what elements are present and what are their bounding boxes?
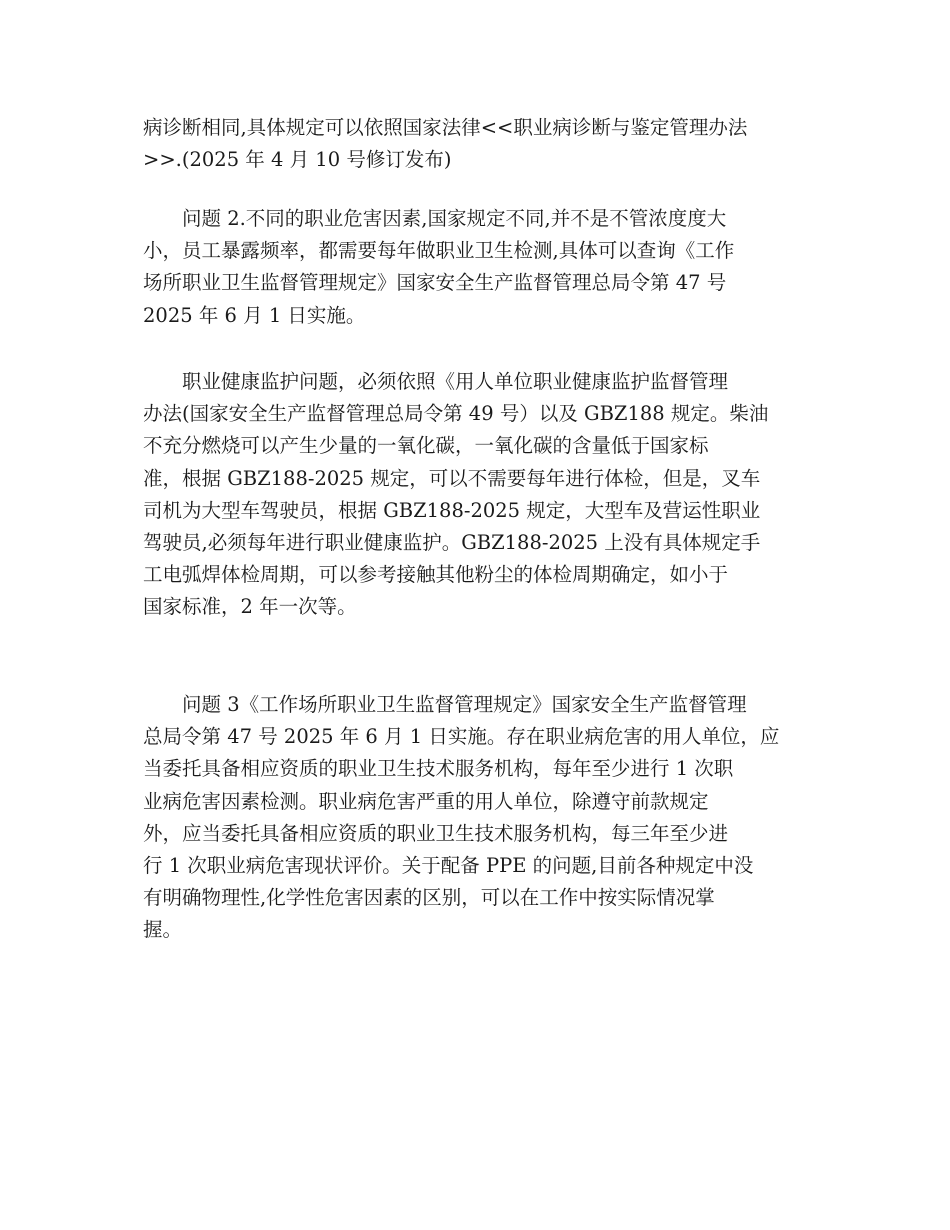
text-line: 握。: [143, 918, 183, 942]
text-line: 工电弧焊体检周期，可以参考接触其他粉尘的体检周期确定，如小于: [143, 563, 729, 587]
text-line: 总局令第 47 号 2025 年 6 月 1 日实施。存在职业病危害的用人单位，应: [143, 725, 780, 749]
text-line: 准，根据 GBZ188-2025 规定，可以不需要每年进行体检，但是，叉车: [143, 466, 761, 490]
text-line: 司机为大型车驾驶员，根据 GBZ188-2025 规定，大型车及营运性职业: [143, 498, 761, 522]
text-line: 职业健康监护问题，必须依照《用人单位职业健康监护监督管理: [143, 370, 729, 393]
text-line: 业病危害因素检测。职业病危害严重的用人单位，除遵守前款规定: [143, 789, 709, 813]
text-line: 问题 2.不同的职业危害因素,国家规定不同,并不是不管浓度度大: [143, 207, 727, 230]
text-line: 2025 年 6 月 1 日实施。: [143, 303, 366, 327]
text-line: 外，应当委托具备相应资质的职业卫生技术服务机构，每三年至少进: [143, 821, 729, 845]
text-line: 场所职业卫生监督管理规定》国家安全生产监督管理总局令第 47 号: [143, 271, 727, 295]
text-line: 病诊断相同,具体规定可以依照国家法律<<职业病诊断与鉴定管理办法: [143, 116, 748, 139]
text-line: 当委托具备相应资质的职业卫生技术服务机构，每年至少进行 1 次职: [143, 757, 734, 781]
paragraph-health-monitoring: [143, 366, 813, 624]
text-line: 办法(国家安全生产监督管理总局令第 49 号）以及 GBZ188 规定。柴油: [143, 402, 769, 426]
text-line: 小，员工暴露频率，都需要每年做职业卫生检测,具体可以查询《工作: [143, 239, 735, 263]
text-line: 国家标准，2 年一次等。: [143, 595, 357, 619]
text-line: 驾驶员,必须每年进行职业健康监护。GBZ188-2025 上没有具体规定手: [143, 530, 761, 554]
text-line: >>.(2025 年 4 月 10 号修订发布): [143, 148, 452, 172]
text-line: 不充分燃烧可以产生少量的一氧化碳，一氧化碳的含量低于国家标: [143, 434, 709, 458]
text-line: 有明确物理性,化学性危害因素的区别，可以在工作中按实际情况掌: [143, 886, 715, 910]
text-line: 问题 3《工作场所职业卫生监督管理规定》国家安全生产监督管理: [143, 693, 747, 716]
text-line: 行 1 次职业病危害现状评价。关于配备 PPE 的问题,目前各种规定中没: [143, 853, 754, 877]
paragraph-question-2: [143, 203, 813, 332]
paragraph-continuation: [143, 112, 813, 176]
paragraph-question-3: [143, 689, 813, 947]
